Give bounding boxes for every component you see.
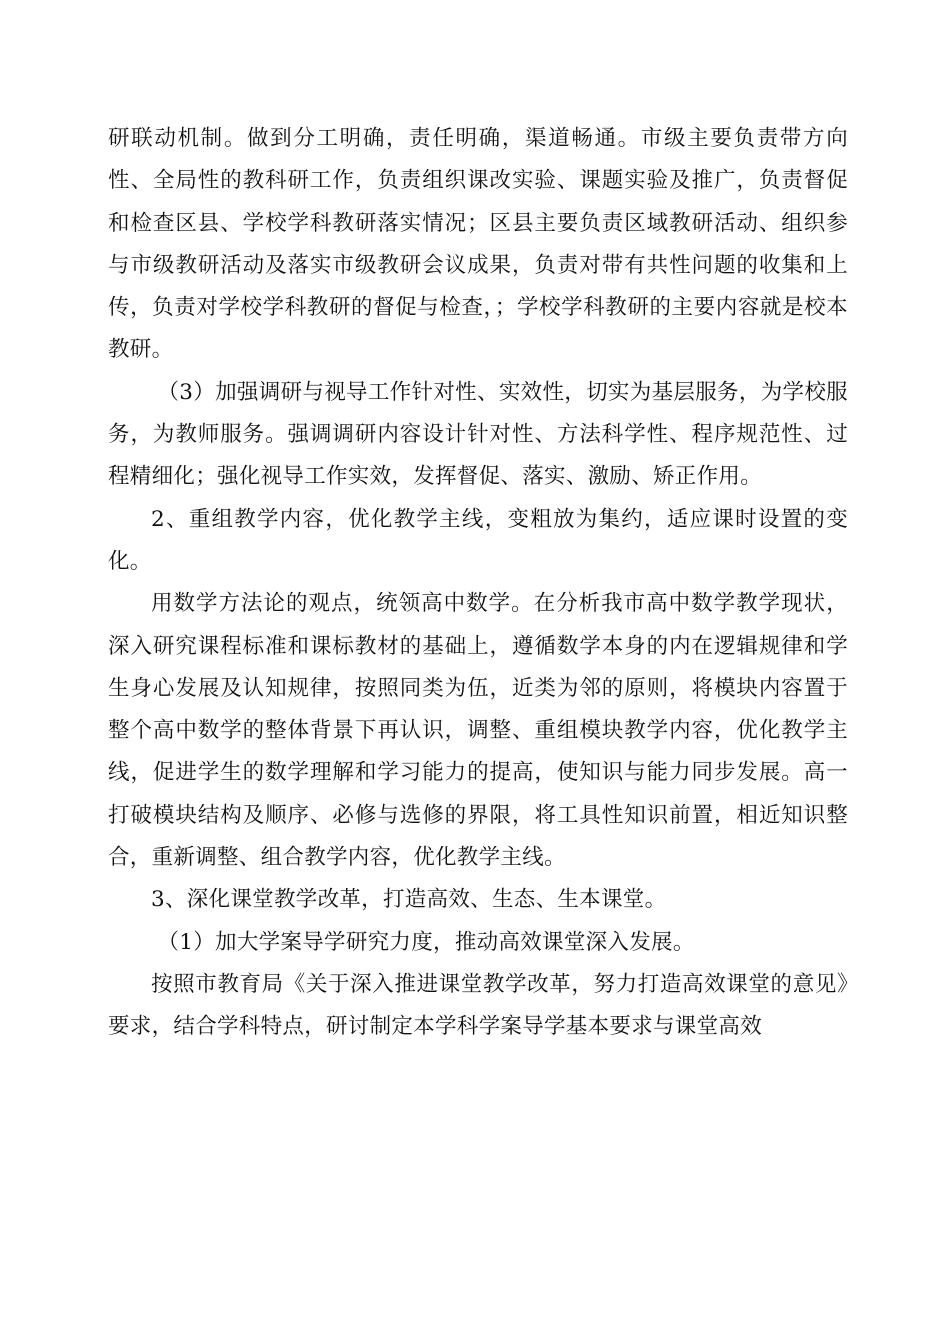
paragraph: 研联动机制。做到分工明确，责任明确，渠道畅通。市级主要负责带方向性、全局性的教科研工作，负责组织课改实验、课题实验及推广，负责督促和检查区县、学校学科教研落实情况；区县主要负责区域教研活动、组织参与市级教研活动及落实市级教研会议成果，负责对带有共性问题的收集和上传，负责对学校学科教研的督促与检查，；学校学科教研的主要内容就是校本教研。 <box>108 126 848 363</box>
body-text <box>108 118 848 1049</box>
paragraph: 用数学方法论的观点，统领高中数学。在分析我市高中数学教学现状，深入研究课程标准和课标教材的基础上，遵循数学本身的内在逻辑规律和学生身心发展及认知规律，按照同类为伍，近类为邻的原则，将模块内容置于整个高中数学的整体背景下再认识，调整、重组模块教学内容，优化教学主线，促进学生的数学理解和学习能力的提高，使知识与能力同步发展。高一打破模块结构及顺序、必修与选修的界限，将工具性知识前置，相近知识整合，重新调整、组合教学内容，优化教学主线。 <box>108 591 848 871</box>
paragraph: 2、重组教学内容，优化教学主线，变粗放为集约，适应课时设置的变化。 <box>108 506 848 574</box>
paragraph: 按照市教育局《关于深入推进课堂教学改革，努力打造高效课堂的意见》要求，结合学科特点，研讨制定本学科学案导学基本要求与课堂高效 <box>108 971 848 1040</box>
paragraph: （3）加强调研与视导工作针对性、实效性，切实为基层服务，为学校服务，为教师服务。强调调研内容设计针对性、方法科学性、程序规范性、过程精细化；强化视导工作实效，发挥督促、落实、激励、矫正作用。 <box>108 379 848 490</box>
paragraph: （1）加大学案导学研究力度，推动高效课堂深入发展。 <box>157 929 695 955</box>
paragraph: 3、深化课堂教学改革，打造高效、生态、生本课堂。 <box>151 887 667 913</box>
